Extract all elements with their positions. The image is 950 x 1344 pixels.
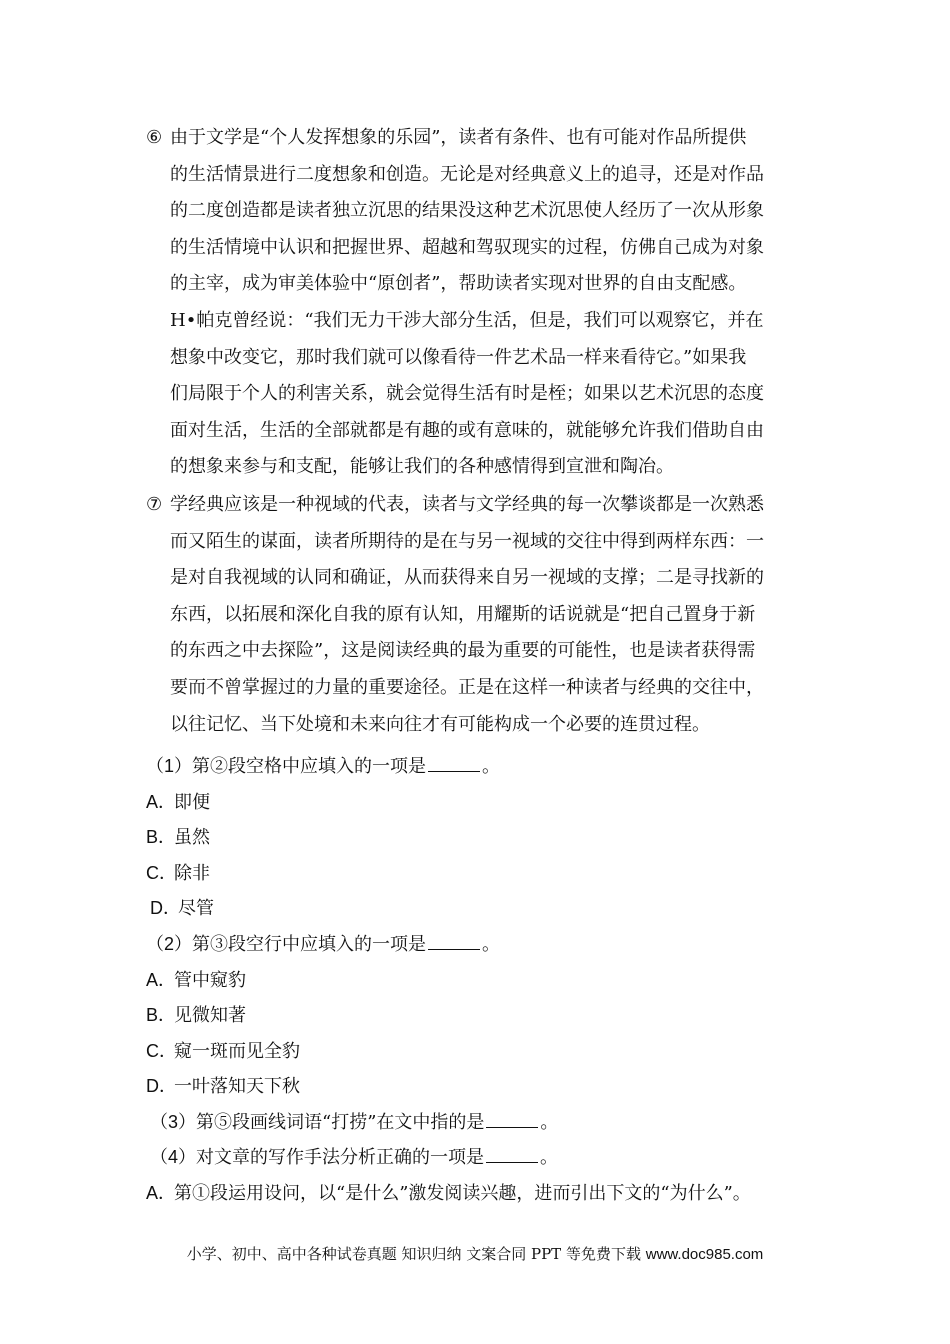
option-text: 除非 [174,863,210,884]
question-end: 。 [482,934,501,955]
paragraph-line: 的生活情景进行二度想象和创造。无论是对经典意义上的追寻，还是对作品 [170,163,764,185]
answer-blank[interactable] [428,935,480,950]
question-text: 第②段空格中应填入的一项是 [192,756,427,777]
answer-blank[interactable] [428,757,480,772]
option-1c[interactable] [146,859,210,885]
paragraph-line: 的想象来参与和支配，能够让我们的各种感情得到宣泄和陶冶。 [170,456,674,478]
footer-link[interactable]: www.doc985.com [645,1246,764,1263]
option-text: 第①段运用设问，以“是什么”激发阅读兴趣，进而引出下文的“为什么”。 [174,1183,751,1204]
option-letter: C． [146,863,177,883]
option-2a[interactable] [146,966,246,992]
option-text: 一叶落知天下秋 [174,1076,300,1097]
footer-text: 小学、初中、高中各种试卷真题 知识归纳 文案合同 PPT 等免费下载 [186,1245,641,1263]
option-2c[interactable] [146,1037,300,1063]
option-letter: A． [146,1183,177,1203]
question-number: （2） [146,934,193,954]
paragraph-line: 面对生活，生活的全部就都是有趣的或有意味的，就能够允许我们借助自由 [170,419,764,441]
paragraph-line: 想象中改变它，那时我们就可以像看待一件艺术品一样来看待它。”如果我 [170,346,747,368]
option-text: 尽管 [178,898,214,919]
paragraph-6-marker: ⑥ [146,127,163,148]
option-text: 管中窥豹 [174,970,246,991]
question-number: （4） [150,1147,197,1167]
question-end: 。 [540,1112,559,1133]
page-footer [0,1243,950,1264]
paragraph-6 [146,120,810,486]
paragraph-line: 学经典应该是一种视域的代表，读者与文学经典的每一次攀谈都是一次熟悉 [170,494,764,515]
option-1b[interactable] [146,823,210,849]
option-text: 虽然 [174,827,210,848]
paragraph-line: 的东西之中去探险”，这是阅读经典的最为重要的可能性，也是读者获得需 [170,640,756,662]
question-3 [150,1108,558,1134]
question-text: 第⑤段画线词语“打捞”在文中指的是 [196,1112,485,1133]
paragraph-7 [146,487,810,743]
option-letter: A． [146,792,177,812]
paragraph-7-marker: ⑦ [146,494,163,515]
option-1a[interactable] [146,788,210,814]
question-2 [146,930,500,956]
option-2d[interactable] [146,1072,300,1098]
question-end: 。 [482,756,501,777]
option-letter: D． [150,898,181,918]
paragraph-line: H•帕克曾经说：“我们无力干涉大部分生活，但是，我们可以观察它，并在 [170,309,764,331]
paragraph-line: 以往记忆、当下处境和未来向往才有可能构成一个必要的连贯过程。 [170,713,710,735]
question-text: 对文章的写作手法分析正确的一项是 [196,1147,485,1168]
question-number: （3） [150,1112,197,1132]
question-text: 第③段空行中应填入的一项是 [192,934,427,955]
paragraph-line: 的二度创造都是读者独立沉思的结果没这种艺术沉思使人经历了一次从形象 [170,200,764,222]
paragraph-line: 而又陌生的谋面，读者所期待的是在与另一视域的交往中得到两样东西：一 [170,530,764,552]
question-4 [150,1143,558,1169]
option-4a[interactable] [146,1179,751,1205]
answer-blank[interactable] [486,1113,538,1128]
option-text: 窥一斑而见全豹 [174,1041,300,1062]
option-letter: D． [146,1076,177,1096]
paragraph-line: 是对自我视域的认同和确证，从而获得来自另一视域的支撑；二是寻找新的 [170,567,764,589]
question-number: （1） [146,756,193,776]
paragraph-line: 东西，以拓展和深化自我的原有认知，用耀斯的话说就是“把自己置身于新 [170,603,756,625]
answer-blank[interactable] [486,1148,538,1163]
paragraph-line: 的主宰，成为审美体验中“原创者”，帮助读者实现对世界的自由支配感。 [170,273,747,295]
paragraph-line: 的生活情境中认识和把握世界、超越和驾驭现实的过程，仿佛自己成为对象 [170,236,764,258]
option-text: 即便 [174,792,210,813]
paragraph-line: 由于文学是“个人发挥想象的乐园”，读者有条件、也有可能对作品所提供 [170,127,747,148]
option-letter: B． [146,827,177,847]
option-letter: B． [146,1005,177,1025]
option-text: 见微知著 [174,1005,246,1026]
option-letter: C． [146,1041,177,1061]
option-2b[interactable] [146,1001,246,1027]
question-end: 。 [540,1147,559,1168]
paragraph-line: 们局限于个人的利害关系，就会觉得生活有时是桎；如果以艺术沉思的态度 [170,383,764,405]
question-1 [146,752,500,778]
paragraph-line: 要而不曾掌握过的力量的重要途径。正是在这样一种读者与经典的交往中， [170,676,764,698]
option-letter: A． [146,970,177,990]
option-1d[interactable] [150,894,214,920]
